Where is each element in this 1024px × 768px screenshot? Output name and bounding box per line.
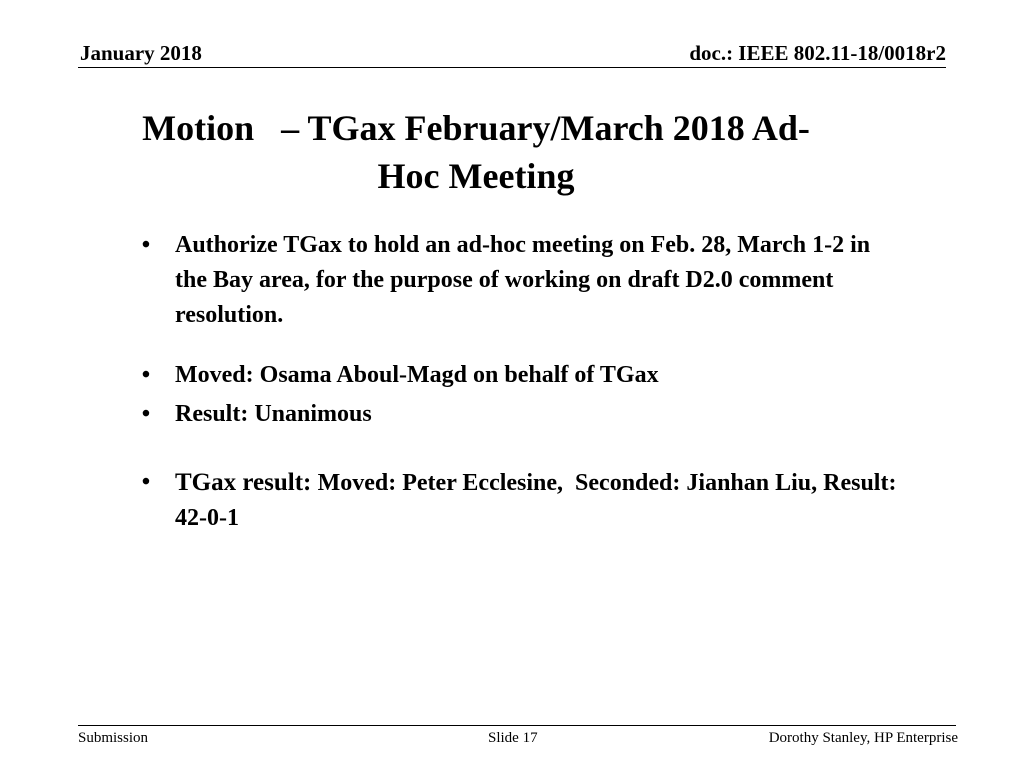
bullet-text: Result: Unanimous xyxy=(175,401,372,427)
footer-divider xyxy=(78,725,956,726)
slide-title-line-1: Motion – TGax February/March 2018 Ad- xyxy=(142,108,810,148)
slide-title-line-2: Hoc Meeting xyxy=(377,156,575,196)
header-divider xyxy=(78,67,946,68)
bullet-marker: • xyxy=(141,362,151,388)
bullet-item xyxy=(130,228,900,333)
bullet-text: Moved: Osama Aboul-Magd on behalf of TGax xyxy=(175,362,659,388)
header-doc-id: doc.: IEEE 802.11-18/0018r2 xyxy=(689,41,946,65)
footer-submission: Submission xyxy=(78,730,149,746)
bullet-text: Authorize TGax to hold an ad-hoc meeting on Feb. 28, March 1-2 in the Bay area, for the purpose of working on draft D2.0 comment resolution. xyxy=(175,232,871,328)
footer-author: Dorothy Stanley, HP Enterprise xyxy=(768,730,958,746)
bullet-item xyxy=(130,397,900,432)
bullet-marker: • xyxy=(141,469,151,495)
bullet-text: Moved: Peter Ecclesine, Seconded: Jianhan Liu, Result: 42-0-1 xyxy=(175,470,903,531)
bullet-label: TGax result: xyxy=(175,469,318,496)
slide-title xyxy=(90,104,862,200)
bullet-marker: • xyxy=(141,401,151,427)
bullet-item xyxy=(130,358,900,393)
bullet-list xyxy=(130,228,903,536)
bullet-item xyxy=(130,465,903,536)
bullet-marker: • xyxy=(141,232,151,258)
footer-slide-number: Slide 17 xyxy=(488,730,538,746)
header-date: January 2018 xyxy=(80,41,202,65)
